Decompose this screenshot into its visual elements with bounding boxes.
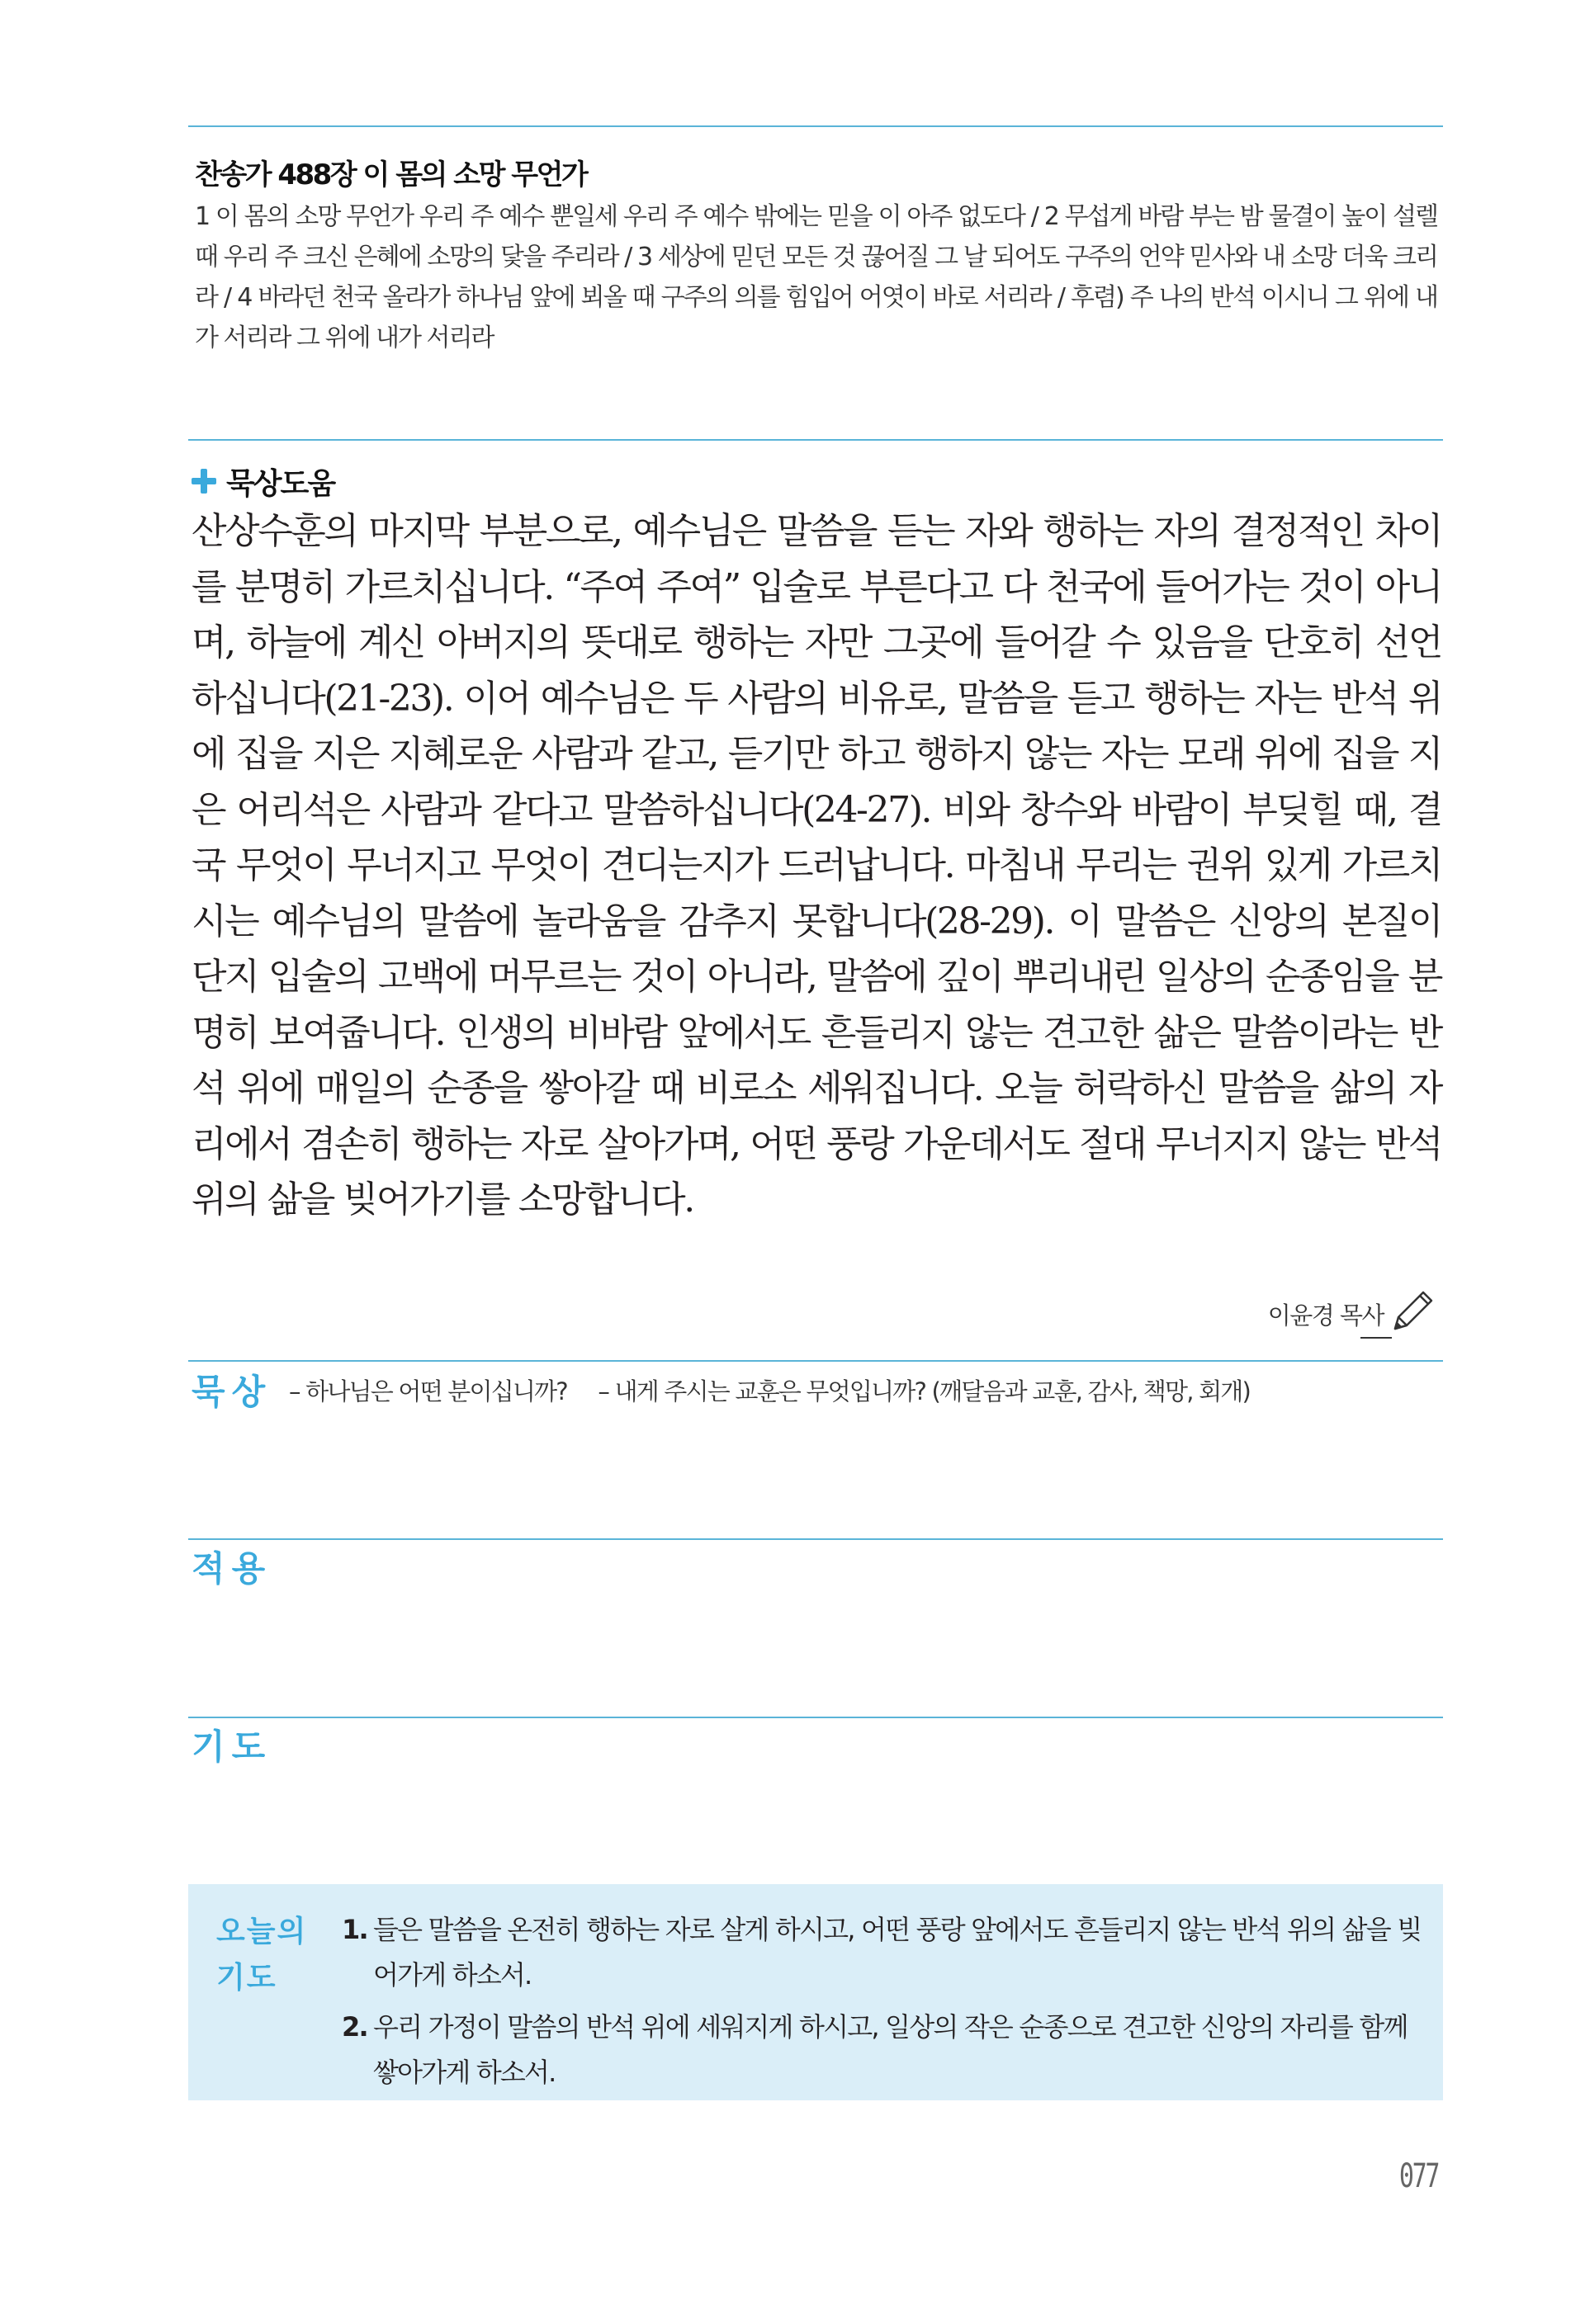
devotional-page (188, 0, 1443, 2324)
prayer-item-text: 들은 말씀을 온전히 행하는 자로 살게 하시고, 어떤 풍랑 앞에서도 흔들리지 않는 반석 위의 삶을 빚어가게 하소서. (373, 1914, 1422, 1991)
todays-prayer-label-line2: 기도 (216, 1961, 277, 1995)
meditation-question-2: – 내게 주시는 교훈은 무엇입니까? (깨달음과 교훈, 감사, 책망, 회개) (598, 1377, 1251, 1405)
application-divider (188, 1538, 1443, 1540)
prayer-item (342, 1907, 1431, 1998)
prayer-item (342, 2005, 1431, 2095)
prayer-item-number: 1. (342, 1914, 367, 1945)
meditation-questions (289, 1373, 1275, 1407)
todays-prayer-label (216, 1909, 307, 2001)
pencil-icon (1387, 1284, 1440, 1337)
hymn-block (195, 157, 1437, 358)
hymn-lyrics: 1 이 몸의 소망 무언가 우리 주 예수 뿐일세 우리 주 예수 밖에는 믿을 이 아주 없도다 / 2 무섭게 바람 부는 밤 물결이 높이 설렐 때 우리 주 크신 은혜에 소망의 닻을 주리라 / 3 세상에 믿던 모든 것 끊어질 그 날 되어도 구주의 언약 믿사와 내 소망 더욱 크리라 / 4 바라던 천국 올라가 하나님 앞에 뵈올 때 구주의 의를 힘입어 어엿이 바로 서리라 / 후렴) 주 나의 반석 이시니 그 위에 내가 서리라 그 위에 내가 서리라 (195, 202, 1437, 352)
todays-prayer-box (188, 1884, 1443, 2100)
page-number: 077 (1398, 2157, 1438, 2195)
todays-prayer-label-line1: 오늘의 (216, 1915, 308, 1948)
prayer-divider (188, 1717, 1443, 1718)
prayer-item-text: 우리 가정이 말씀의 반석 위에 세워지게 하시고, 일상의 작은 순종으로 견고한 신앙의 자리를 함께 쌓아가게 하소서. (373, 2011, 1408, 2088)
author-name: 이윤경 목사 (1267, 1301, 1384, 1330)
meditation-question-1: – 하나님은 어떤 분이십니까? (289, 1377, 567, 1405)
prayer-label: 기도 (192, 1726, 272, 1767)
hymn-title: 찬송가 488장 이 몸의 소망 무언가 (195, 158, 587, 191)
meditation-help-body: 산상수훈의 마지막 부분으로, 예수님은 말씀을 듣는 자와 행하는 자의 결정적인 차이를 분명히 가르치십니다. “주여 주여” 입술로 부른다고 다 천국에 들어가는 것이 아니며, 하늘에 계신 아버지의 뜻대로 행하는 자만 그곳에 들어갈 수 있음을 단호히 선언하십니다(21-23). 이어 예수님은 두 사람의 비유로, 말씀을 듣고 행하는 자는 반석 위에 집을 지은 지혜로운 사람과 같고, 듣기만 하고 행하지 않는 자는 모래 위에 집을 지은 어리석은 사람과 같다고 말씀하십니다(24-27). 비와 창수와 바람이 부딪힐 때, 결국 무엇이 무너지고 무엇이 견디는지가 드러납니다. 마침내 무리는 권위 있게 가르치시는 예수님의 말씀에 놀라움을 감추지 못합니다(28-29). 이 말씀은 신앙의 본질이 단지 입술의 고백에 머무르는 것이 아니라, 말씀에 깊이 뿌리내린 일상의 순종임을 분명히 보여줍니다. 인생의 비바람 앞에서도 흔들리지 않는 견고한 삶은 말씀이라는 반석 위에 매일의 순종을 쌓아갈 때 비로소 세워집니다. 오늘 허락하신 말씀을 삶의 자리에서 겸손히 행하는 자로 살아가며, 어떤 풍랑 가운데서도 절대 무너지지 않는 반석 위의 삶을 빚어가기를 소망합니다. (192, 510, 1441, 1221)
meditation-help-heading (192, 461, 334, 502)
top-divider (188, 125, 1443, 127)
author-underline (1360, 1337, 1392, 1339)
meditation-divider (188, 1360, 1443, 1362)
meditation-label: 묵상 (192, 1372, 272, 1412)
application-label: 적용 (192, 1548, 272, 1589)
hymn-divider (188, 439, 1443, 441)
todays-prayer-list (342, 1907, 1431, 2095)
plus-icon (192, 469, 216, 494)
prayer-item-number: 2. (342, 2011, 367, 2043)
meditation-help-title: 묵상도움 (226, 466, 335, 501)
